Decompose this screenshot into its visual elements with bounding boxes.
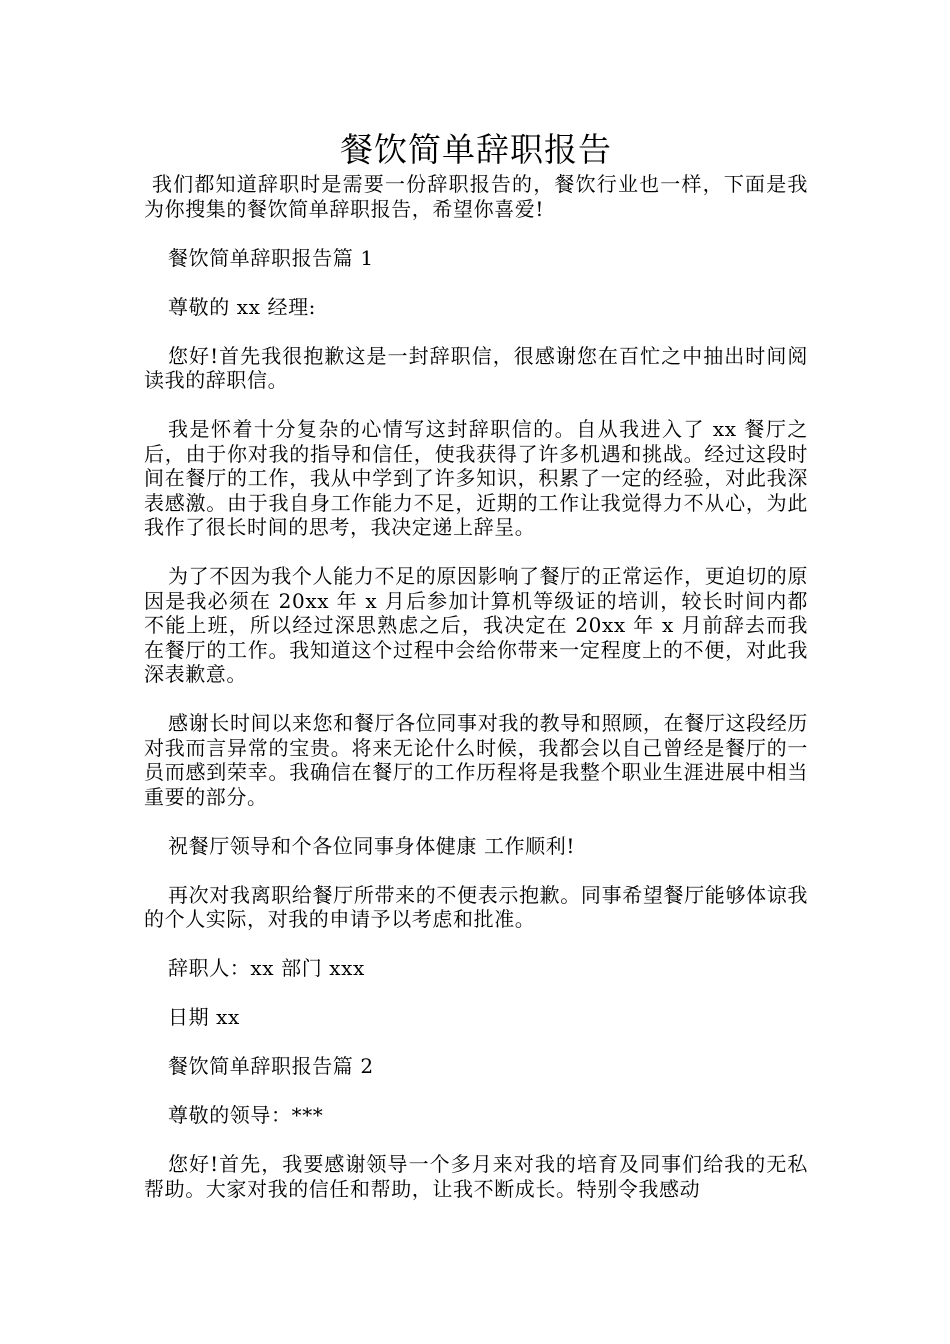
body-paragraph: 感谢长时间以来您和餐厅各位同事对我的教导和照顾，在餐厅这段经历对我而言异常的宝贵。将来无论什么时候，我都会以自己曾经是餐厅的一员而感到荣幸。我确信在餐厅的工作历程将是我整个职业生涯进展中相当重要的部分。 [144,711,808,809]
salutation-2: 尊敬的领导：*** [168,1103,324,1127]
body-paragraph: 我是怀着十分复杂的心情写这封辞职信的。自从我进入了 xx 餐厅之后，由于你对我的指导和信任，使我获得了许多机遇和挑战。经过这段时间在餐厅的工作，我从中学到了许多知识，积累了一定的经验，对此我深表感激。由于我自身工作能力不足，近期的工作让我觉得力不从心，为此我作了很长时间的思考，我决定递上辞呈。 [144,417,808,539]
signature-line: 辞职人：xx 部门 xxx [168,956,365,980]
body-paragraph: 您好!首先我很抱歉这是一封辞职信，很感谢您在百忙之中抽出时间阅读我的辞职信。 [144,343,808,392]
body-paragraph: 为了不因为我个人能力不足的原因影响了餐厅的正常运作，更迫切的原因是我必须在 20xx 年 x 月后参加计算机等级证的培训，较长时间内都不能上班，所以经过深思熟虑之后，我决定在 20xx 年 x 月前辞去而我在餐厅的工作。我知道这个过程中会给你带来一定程度上的不便，对此我深表歉意。 [144,564,808,686]
section-heading-1: 餐饮简单辞职报告篇 1 [168,245,374,270]
body-paragraph: 您好!首先，我要感谢领导一个多月来对我的培育及同事们给我的无私帮助。大家对我的信任和帮助，让我不断成长。特别令我感动 [144,1152,808,1201]
section-heading-2: 餐饮简单辞职报告篇 2 [168,1054,374,1078]
intro-paragraph: 我们都知道辞职时是需要一份辞职报告的，餐饮行业也一样，下面是我为你搜集的餐饮简单辞职报告，希望你喜爱! [144,172,808,221]
document-page [144,128,808,1226]
salutation-1: 尊敬的 xx 经理: [168,294,317,319]
closing-wish: 祝餐厅领导和个各位同事身体健康 工作顺利! [168,833,575,858]
body-paragraph: 再次对我离职给餐厅所带来的不便表示抱歉。同事希望餐厅能够体谅我的个人实际，对我的申请予以考虑和批准。 [144,882,808,931]
date-line: 日期 xx [168,1005,240,1029]
document-title: 餐饮简单辞职报告 [340,130,612,169]
